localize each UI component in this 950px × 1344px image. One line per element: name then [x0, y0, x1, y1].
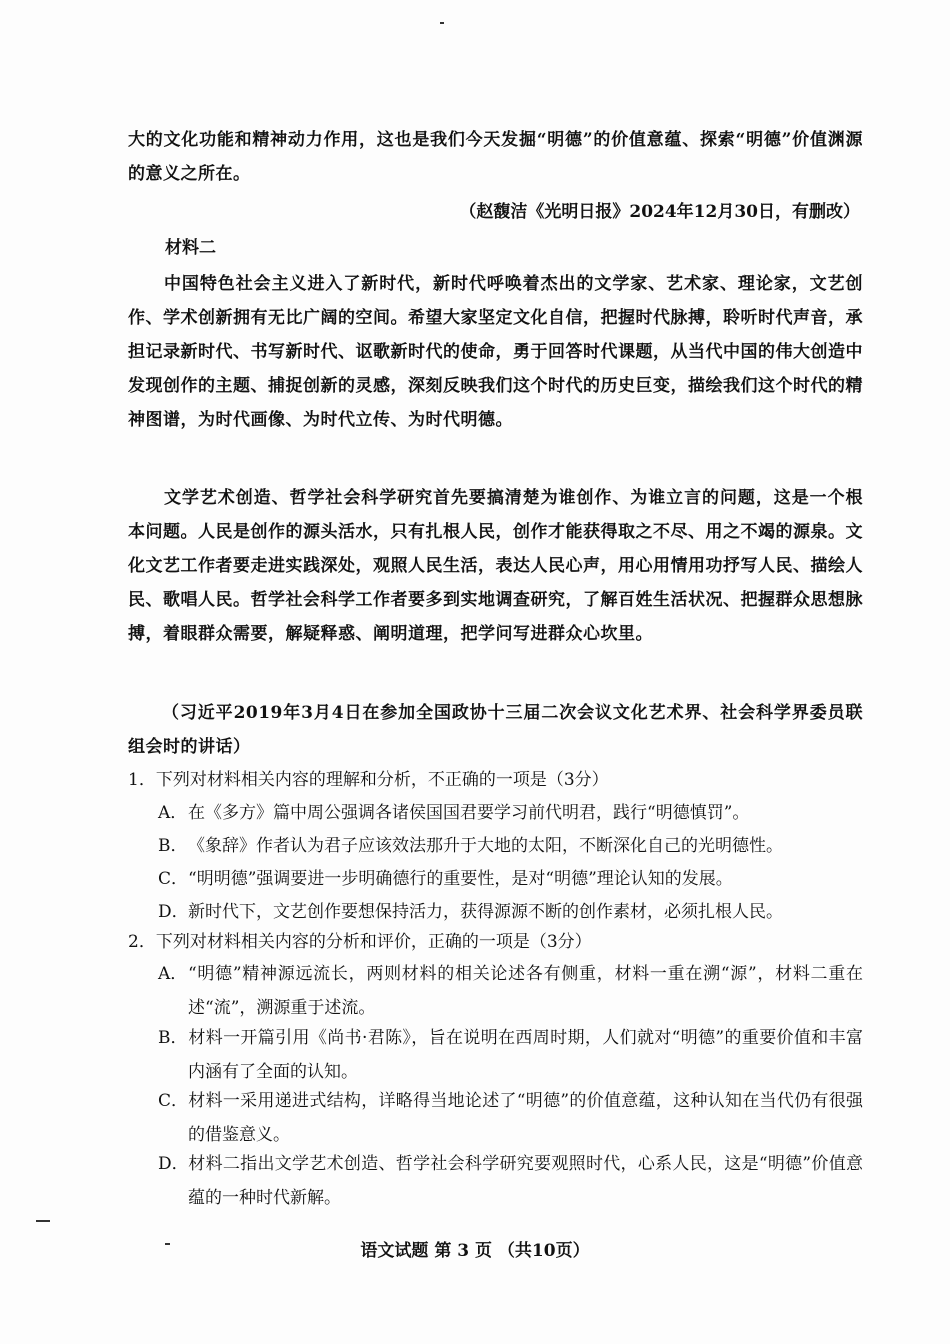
- option-letter: C．: [158, 869, 189, 889]
- material-two-heading: 材料二: [165, 238, 216, 258]
- option-text: 在《多方》篇中周公强调各诸侯国国君要学习前代明君，践行“明德慎罚”。: [188, 803, 750, 823]
- question-1-option-a: [158, 796, 863, 830]
- option-text: 材料一采用递进式结构，详略得当地论述了“明德”的价值意蕴，这种认知在当代仍有很强的借鉴意义。: [188, 1091, 863, 1145]
- option-letter: D．: [158, 1154, 189, 1174]
- option-text: 材料二指出文学艺术创造、哲学社会科学研究要观照时代，心系人民，这是“明德”价值意蕴的一种时代新解。: [188, 1154, 863, 1208]
- page-footer: 语文试题 第 3 页 （共10页）: [360, 1241, 590, 1261]
- option-letter: B．: [158, 836, 188, 856]
- scan-speck: [36, 1220, 50, 1222]
- material-two-paragraph-1: 中国特色社会主义进入了新时代，新时代呼唤着杰出的文学家、艺术家、理论家，文艺创作、学术创新拥有无比广阔的空间。希望大家坚定文化自信，把握时代脉搏，聆听时代声音，承担记录新时代、书写新时代、讴歌新时代的使命，勇于回答时代课题，从当代中国的伟大创造中发现创作的主题、捕捉创新的灵感，深刻反映我们这个时代的历史巨变，描绘我们这个时代的精神图谱，为时代画像、为时代立传、为时代明德。: [128, 274, 863, 430]
- option-letter: B．: [158, 1028, 188, 1048]
- question-1-stem: 1．下列对材料相关内容的理解和分析，不正确的一项是（3分）: [128, 770, 609, 790]
- source-citation-2: （习近平2019年3月4日在参加全国政协十三届二次会议文化艺术界、社会科学界委员联组会时的讲话）: [128, 703, 863, 757]
- question-1-option-b: [158, 829, 863, 863]
- question-1-option-d: [158, 895, 863, 929]
- question-2-option-b: [158, 1021, 863, 1089]
- question-1-option-c: [158, 862, 863, 896]
- option-text: 新时代下，文艺创作要想保持活力，获得源源不断的创作素材，必须扎根人民。: [188, 902, 783, 922]
- option-letter: A．: [158, 964, 188, 984]
- question-2-stem: 2．下列对材料相关内容的分析和评价，正确的一项是（3分）: [128, 932, 592, 952]
- option-text: 《象辞》作者认为君子应该效法那升于大地的太阳，不断深化自己的光明德性。: [188, 836, 783, 856]
- question-2-option-d: [158, 1147, 863, 1215]
- option-letter: C．: [158, 1091, 189, 1111]
- option-text: “明明德”强调要进一步明确德行的重要性，是对“明德”理论认知的发展。: [188, 869, 733, 889]
- option-letter: D．: [158, 902, 189, 922]
- source-citation-1: （赵馥洁《光明日报》2024年12月30日，有删改）: [459, 202, 860, 222]
- option-text: 材料一开篇引用《尚书·君陈》，旨在说明在西周时期，人们就对“明德”的重要价值和丰富内涵有了全面的认知。: [188, 1028, 863, 1082]
- continuation-paragraph: 大的文化功能和精神动力作用，这也是我们今天发掘“明德”的价值意蕴、探索“明德”价值渊源的意义之所在。: [128, 130, 863, 184]
- option-text: “明德”精神源远流长，两则材料的相关论述各有侧重，材料一重在溯“源”，材料二重在述“流”，溯源重于述流。: [188, 964, 863, 1018]
- option-letter: A．: [158, 803, 188, 823]
- question-2-option-a: [158, 957, 863, 1025]
- question-2-option-c: [158, 1084, 863, 1152]
- scan-speck: [440, 22, 444, 24]
- material-two-paragraph-2: 文学艺术创造、哲学社会科学研究首先要搞清楚为谁创作、为谁立言的问题，这是一个根本问题。人民是创作的源头活水，只有扎根人民，创作才能获得取之不尽、用之不竭的源泉。文化文艺工作者要走进实践深处，观照人民生活，表达人民心声，用心用情用功抒写人民、描绘人民、歌唱人民。哲学社会科学工作者要多到实地调查研究，了解百姓生活状况、把握群众思想脉搏，着眼群众需要，解疑释惑、阐明道理，把学问写进群众心坎里。: [128, 488, 863, 644]
